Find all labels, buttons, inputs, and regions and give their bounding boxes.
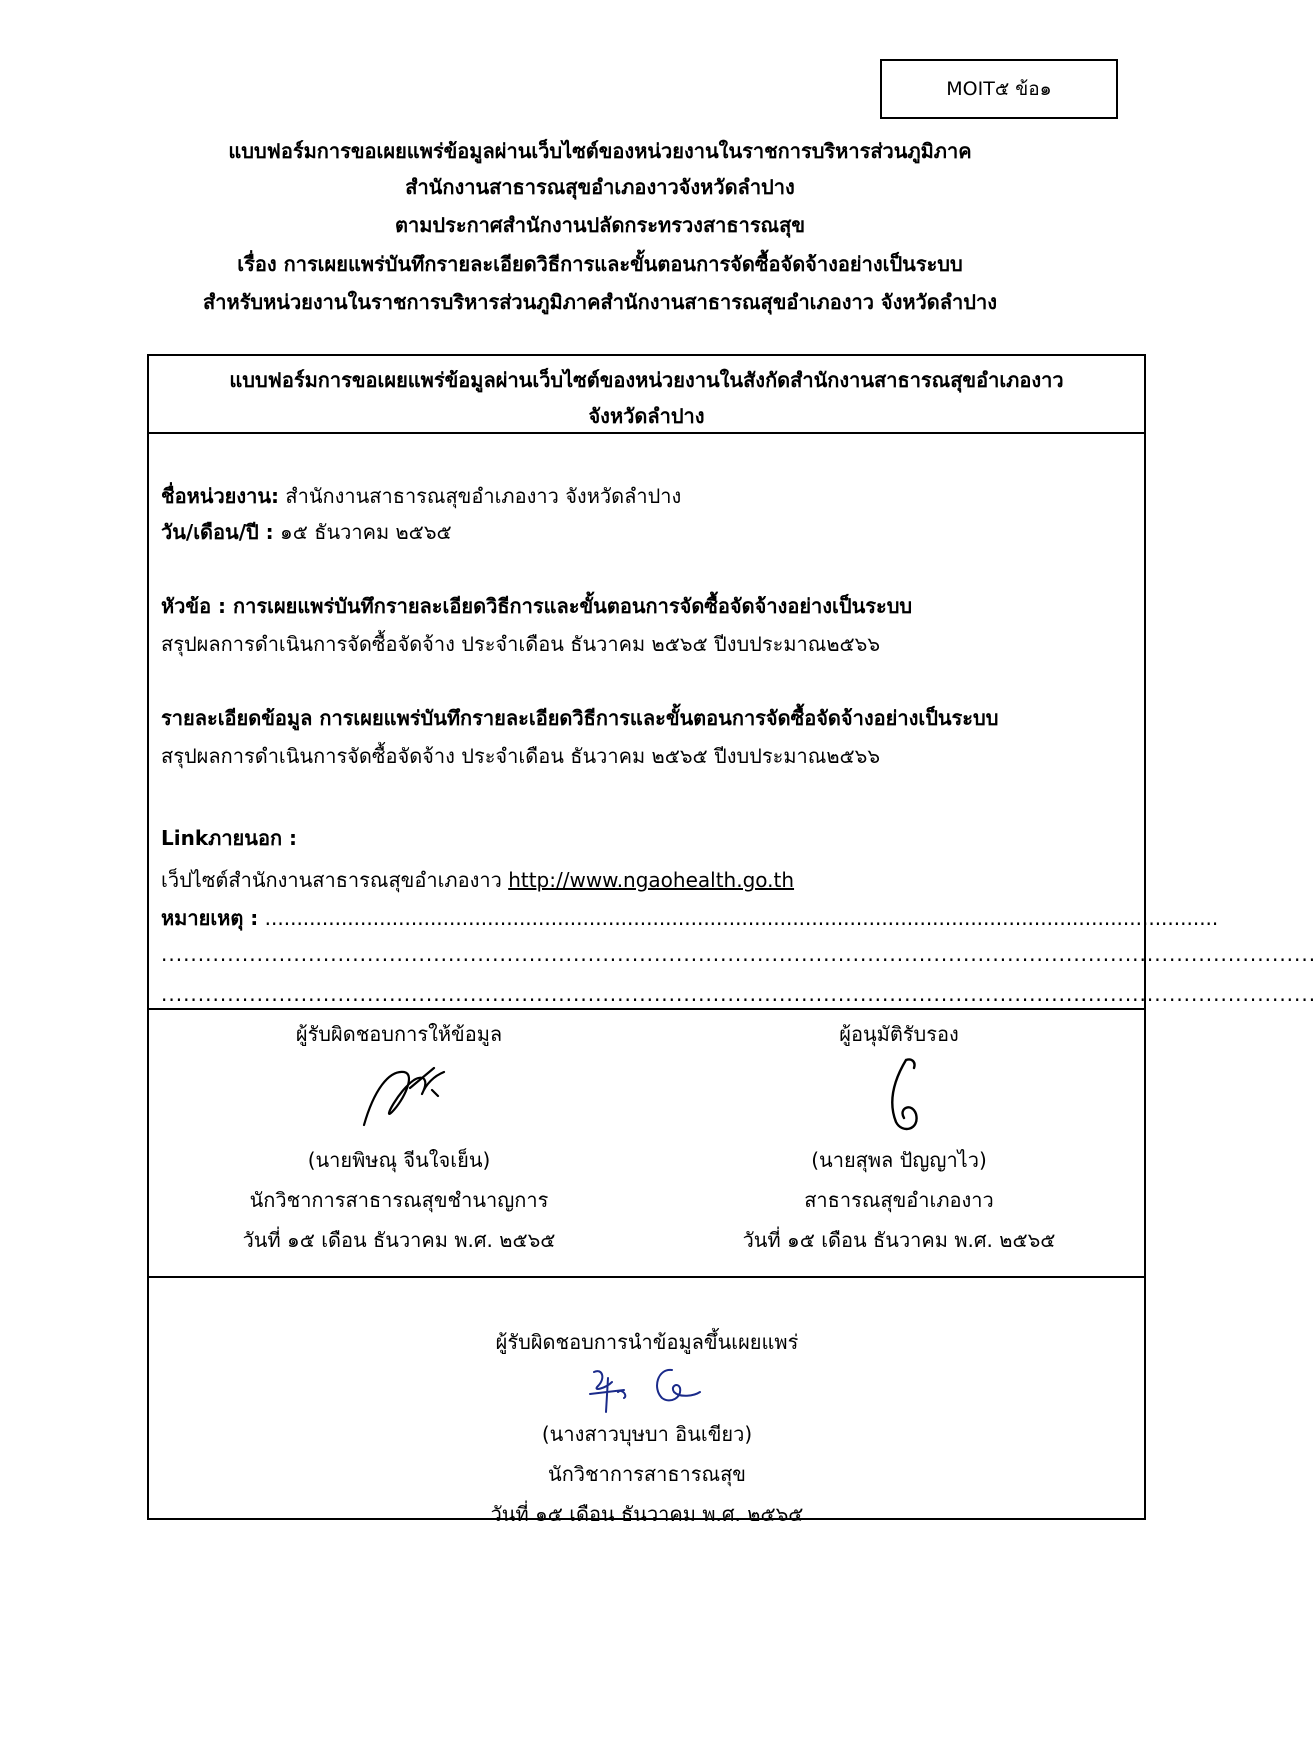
signature-date: วันที่ ๑๕ เดือน ธันวาคม พ.ศ. ๒๕๖๕ <box>490 1502 804 1526</box>
heading-line-5: สำหรับหน่วยงานในราชการบริหารส่วนภูมิภาคสำนักงานสาธารณสุขอำเภองาว จังหวัดลำปาง <box>203 290 997 314</box>
signature-role: ผู้รับผิดชอบการนำข้อมูลขึ้นเผยแพร่ <box>495 1330 799 1354</box>
agency-row <box>161 480 681 512</box>
signatory-name: (นายสุพล ปัญญาไว) <box>811 1148 987 1172</box>
signatory-name: (นายพิษณุ จีนใจเย็น) <box>307 1148 491 1172</box>
remark-dots: ...................................................................................................................................................... <box>258 906 1219 930</box>
remark-dots-line-3: ............................................................................................................................................................. <box>161 982 1316 1006</box>
handwritten-signature <box>572 1358 722 1418</box>
divider <box>149 1008 1144 1010</box>
detail-label: รายละเอียดข้อมูล การเผยแพร่บันทึกรายละเอียดวิธีการและขั้นตอนการจัดซื้อจัดจ้างอย่างเป็นระบบ <box>161 706 999 730</box>
heading-line-1: แบบฟอร์มการขอเผยแพร่ข้อมูลผ่านเว็บไซต์ของหน่วยงานในราชการบริหารส่วนภูมิภาค <box>228 139 972 163</box>
website-link[interactable]: http://www.ngaohealth.go.th <box>508 868 795 892</box>
heading-line-2: สำนักงานสาธารณสุขอำเภองาวจังหวัดลำปาง <box>405 175 795 199</box>
signatory-name: (นางสาวบุษบา อินเขียว) <box>541 1422 753 1446</box>
divider <box>149 1276 1144 1278</box>
agency-label: ชื่อหน่วยงาน: <box>161 484 280 508</box>
website-text: เว็ปไซต์สำนักงานสาธารณสุขอำเภองาว <box>161 868 509 892</box>
date-row <box>161 516 452 548</box>
form-title-line-2: จังหวัดลำปาง <box>588 404 705 428</box>
topic-label: หัวข้อ : การเผยแพร่บันทึกรายละเอียดวิธีการและขั้นตอนการจัดซื้อจัดจ้างอย่างเป็นระบบ <box>161 594 913 618</box>
form-title-line-1: แบบฟอร์มการขอเผยแพร่ข้อมูลผ่านเว็บไซต์ของหน่วยงานในสังกัดสำนักงานสาธารณสุขอำเภองาว <box>229 368 1064 392</box>
request-form-table <box>147 354 1316 1526</box>
detail-subtitle: สรุปผลการดำเนินการจัดซื้อจัดจ้าง ประจำเดือน ธันวาคม ๒๕๖๕ ปีงบประมาณ๒๕๖๖ <box>161 744 881 768</box>
heading-line-3: ตามประกาศสำนักงานปลัดกระทรวงสาธารณสุข <box>394 213 805 237</box>
topic-subtitle: สรุปผลการดำเนินการจัดซื้อจัดจ้าง ประจำเดือน ธันวาคม ๒๕๖๕ ปีงบประมาณ๒๕๖๖ <box>161 632 881 656</box>
date-label: วัน/เดือน/ปี : <box>161 520 274 544</box>
heading-line-4: เรื่อง การเผยแพร่บันทึกรายละเอียดวิธีการและขั้นตอนการจัดซื้อจัดจ้างอย่างเป็นระบบ <box>237 252 963 276</box>
signature-role: ผู้รับผิดชอบการให้ข้อมูล <box>295 1022 503 1046</box>
signature-block-informant <box>169 1018 629 1256</box>
signature-block-approver <box>669 1018 1129 1256</box>
handwritten-signature <box>844 1050 954 1140</box>
divider <box>149 432 1144 434</box>
remark-dots-line-2: ............................................................................................................................................................. <box>161 942 1316 966</box>
signature-date: วันที่ ๑๕ เดือน ธันวาคม พ.ศ. ๒๕๖๕ <box>242 1228 556 1252</box>
date-value: ๑๕ ธันวาคม ๒๕๖๕ <box>273 520 452 544</box>
signature-block-publisher <box>417 1326 877 1530</box>
signatory-position: นักวิชาการสาธารณสุข <box>548 1462 746 1486</box>
remark-label: หมายเหตุ : <box>161 906 259 930</box>
signatory-position: สาธารณสุขอำเภองาว <box>804 1188 994 1212</box>
document-code-box <box>880 59 1118 119</box>
agency-value: สำนักงานสาธารณสุขอำเภองาว จังหวัดลำปาง <box>279 484 682 508</box>
handwritten-signature <box>344 1050 454 1140</box>
signatory-position: นักวิชาการสาธารณสุขชำนาญการ <box>249 1188 549 1212</box>
document-code: MOIT๕ ข้อ๑ <box>946 78 1052 100</box>
website-row <box>161 864 794 896</box>
external-link-label: Linkภายนอก : <box>161 826 298 850</box>
signature-role: ผู้อนุมัติรับรอง <box>839 1022 959 1046</box>
signature-date: วันที่ ๑๕ เดือน ธันวาคม พ.ศ. ๒๕๖๕ <box>742 1228 1056 1252</box>
remark-row <box>161 902 1219 934</box>
